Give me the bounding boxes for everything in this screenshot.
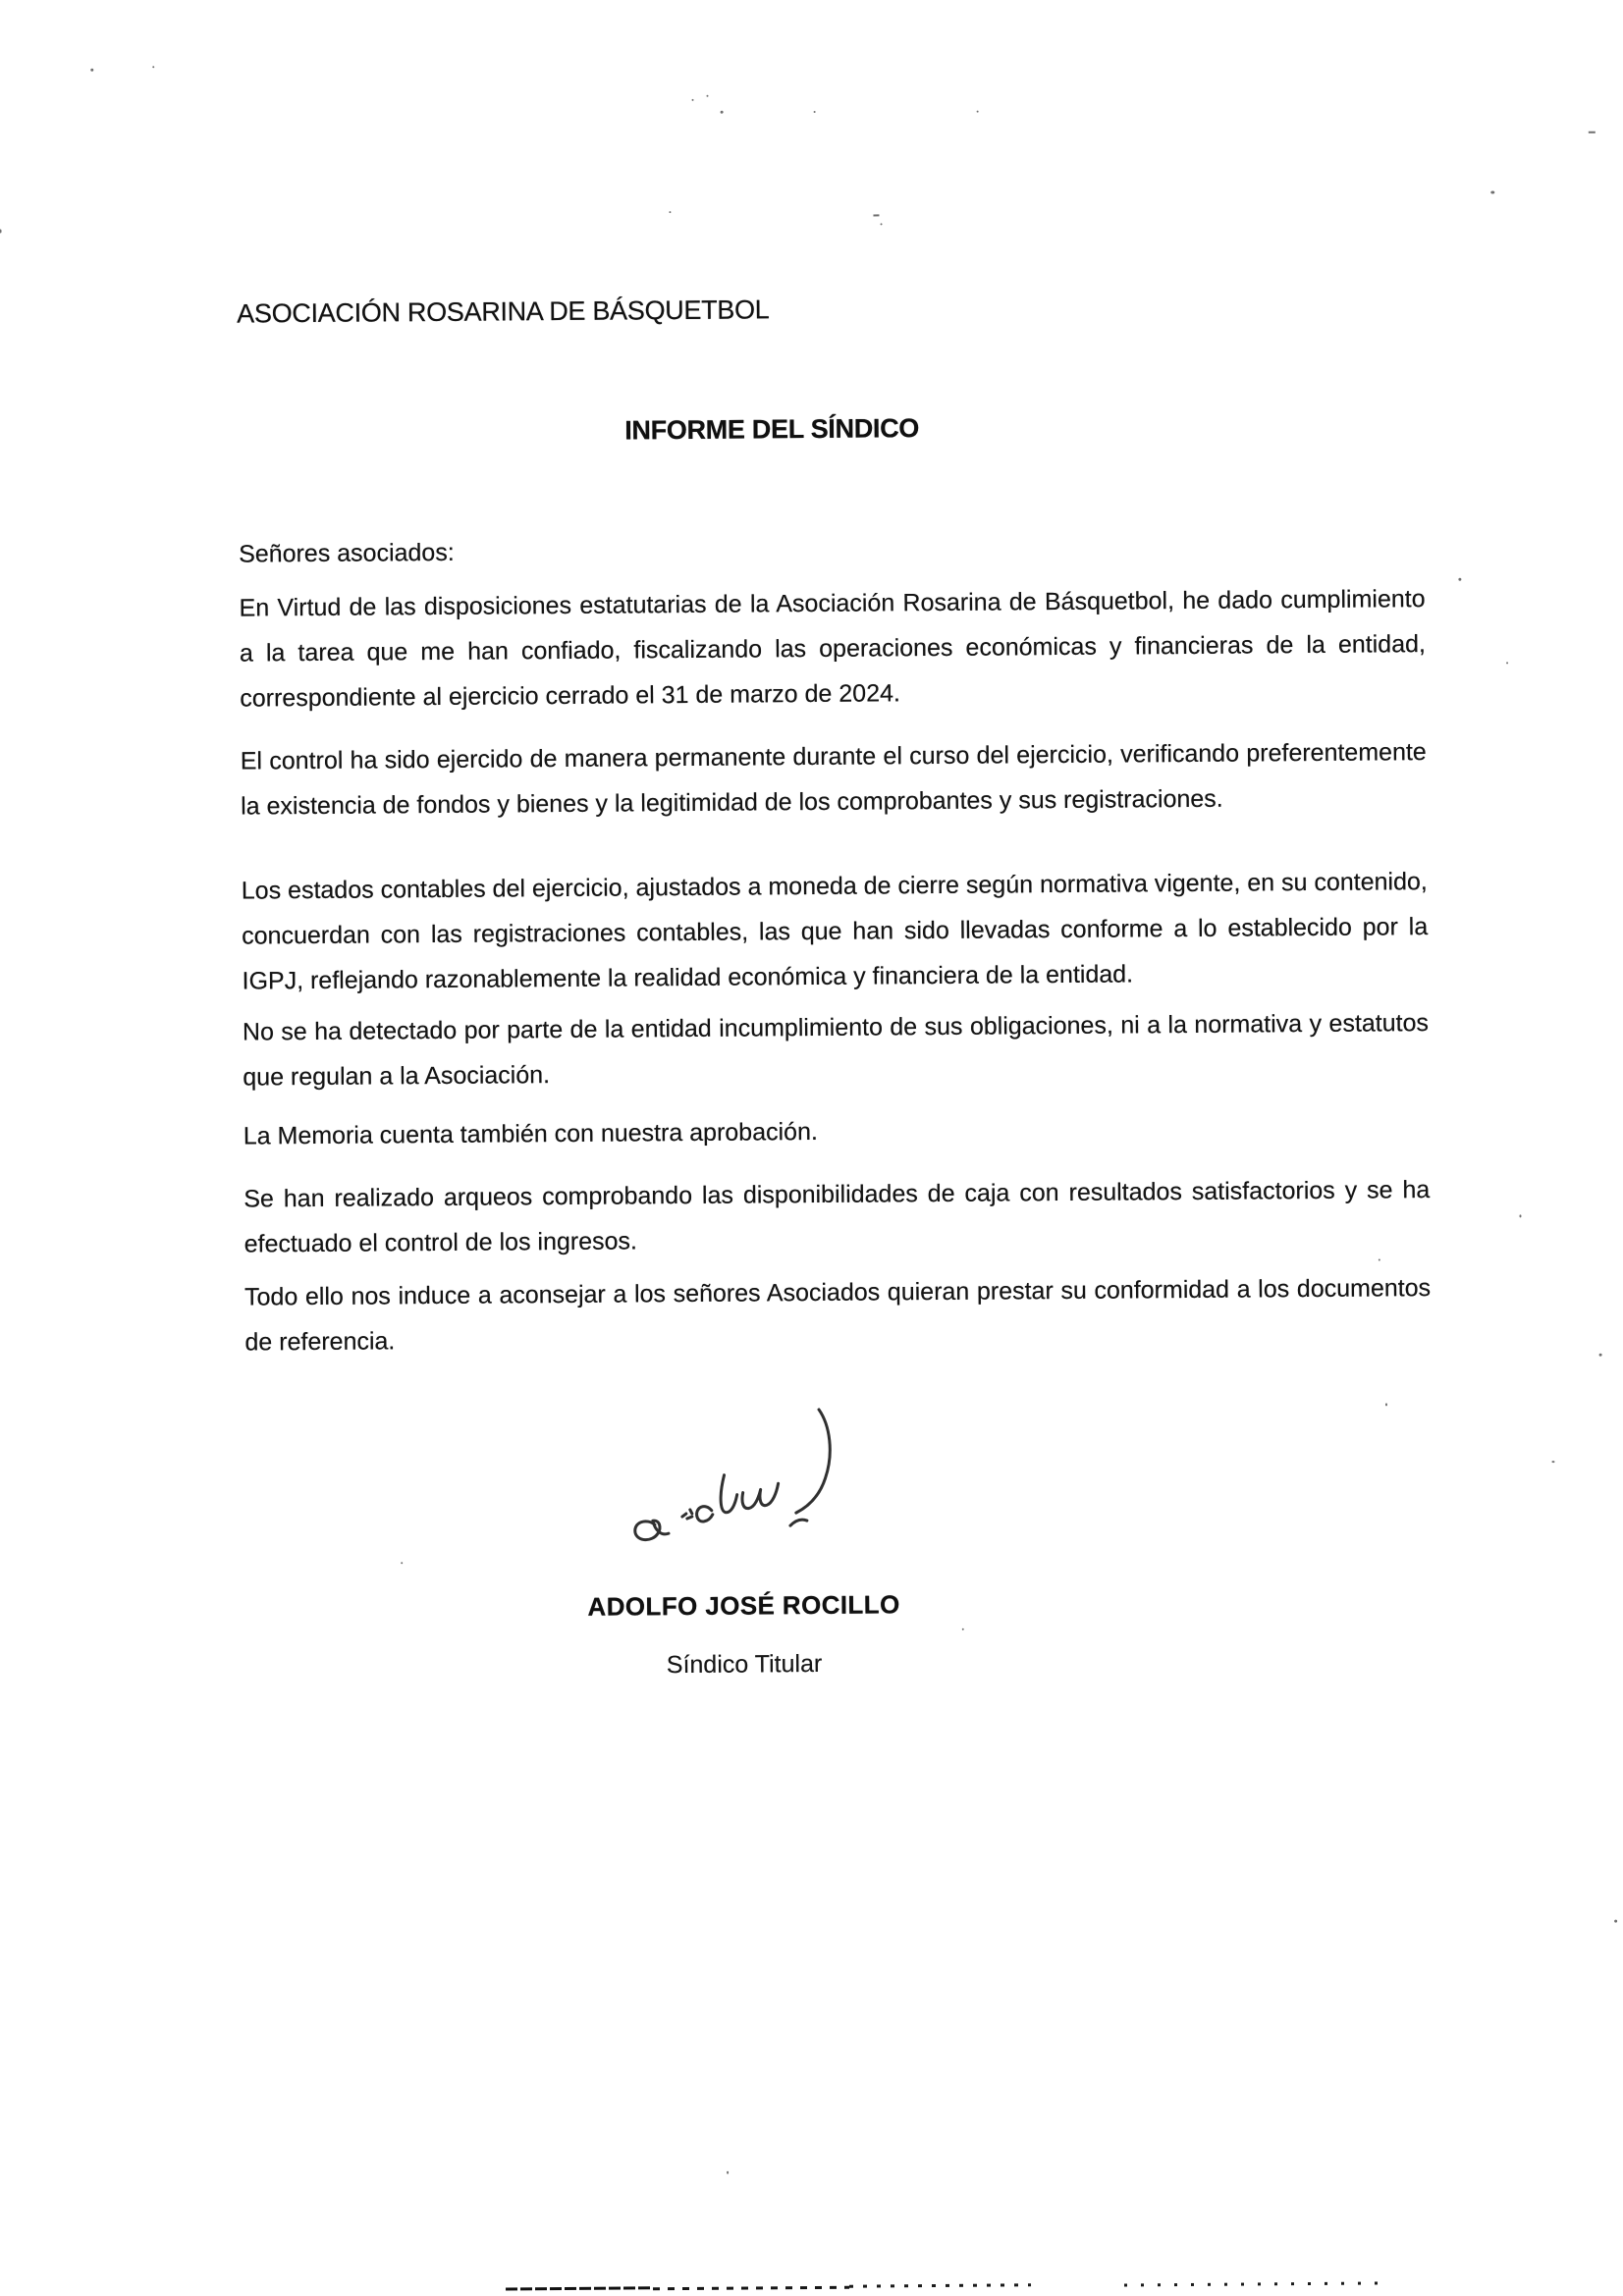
organization-name: ASOCIACIÓN ROSARINA DE BÁSQUETBOL: [237, 294, 770, 329]
scan-speck: [1506, 662, 1508, 664]
body-paragraph: No se ha detectado por parte de la entidad incumplimiento de sus obligaciones, ni a la normativa y estatutos que regulan a la Asociación.: [242, 1009, 1430, 1092]
body-paragraph: Los estados contables del ejercicio, ajustados a moneda de cierre según normativa vigente, en su contenido, concuerdan con las registraciones contables, las que han sido llevadas conforme a lo establecido por la IGPJ, reflejando razonablemente la realidad económica y financiera de la entidad.: [241, 868, 1429, 995]
scan-speck: [881, 223, 883, 225]
scan-speck: [401, 1562, 403, 1564]
scan-speck: [1458, 578, 1461, 581]
scan-line-segment: [653, 2286, 849, 2291]
signatory-name: ADOLFO JOSÉ ROCILLO: [587, 1589, 900, 1622]
scan-speck: [706, 95, 708, 97]
scan-speck: [1379, 1258, 1380, 1260]
scan-speck: [1614, 1920, 1617, 1923]
scan-speck: [0, 229, 2, 233]
text-column: [235, 0, 1432, 1357]
body-paragraph: La Memoria cuenta también con nuestra aprobación.: [243, 1117, 818, 1150]
scan-speck: [721, 111, 724, 114]
scan-speck: [152, 66, 154, 68]
handwritten-signature-icon: [620, 1402, 866, 1551]
bottom-scan-artifact-line: [506, 2280, 1389, 2292]
scan-speck: [814, 111, 816, 113]
scan-line-segment: [1124, 2281, 1389, 2286]
signature-block: [507, 1401, 980, 1682]
scan-speck: [977, 111, 979, 113]
report-title: INFORME DEL SÍNDICO: [624, 413, 920, 446]
signatory-role: Síndico Titular: [666, 1649, 823, 1680]
scan-speck: [1589, 132, 1596, 133]
scan-speck: [1599, 1354, 1602, 1357]
scan-line-segment: [849, 2283, 1031, 2287]
scan-speck: [1490, 191, 1494, 194]
body-paragraph: El control ha sido ejercido de manera permanente durante el curso del ejercicio, verificando preferentemente la existencia de fondos y bienes y la legitimidad de los comprobantes y sus registraciones.: [240, 738, 1427, 821]
scan-line-segment: [506, 2286, 653, 2290]
body-paragraph: Todo ello nos induce a aconsejar a los señores Asociados quieran prestar su conformidad a los documentos de referencia.: [243, 1274, 1432, 1357]
scan-speck: [727, 2171, 729, 2174]
scan-speck: [873, 214, 879, 216]
body-paragraph: En Virtud de las disposiciones estatutarias de la Asociación Rosarina de Básquetbol, he dado cumplimiento a la tarea que me han confiado, fiscalizando las operaciones económicas y financieras de la entidad, correspondiente al ejercicio cerrado el 31 de marzo de 2024.: [239, 585, 1427, 713]
scan-speck: [1385, 1403, 1387, 1406]
scan-speck: [669, 211, 671, 213]
scan-speck: [692, 99, 694, 101]
scan-speck: [1519, 1214, 1521, 1217]
scan-speck: [90, 69, 93, 72]
scan-speck: [962, 1629, 964, 1630]
salutation: Señores asociados:: [239, 538, 455, 568]
body-paragraph: Se han realizado arqueos comprobando las disponibilidades de caja con resultados satisfactorios y se ha efectuado el control de los ingresos.: [243, 1176, 1431, 1258]
scan-speck: [1551, 1461, 1554, 1463]
